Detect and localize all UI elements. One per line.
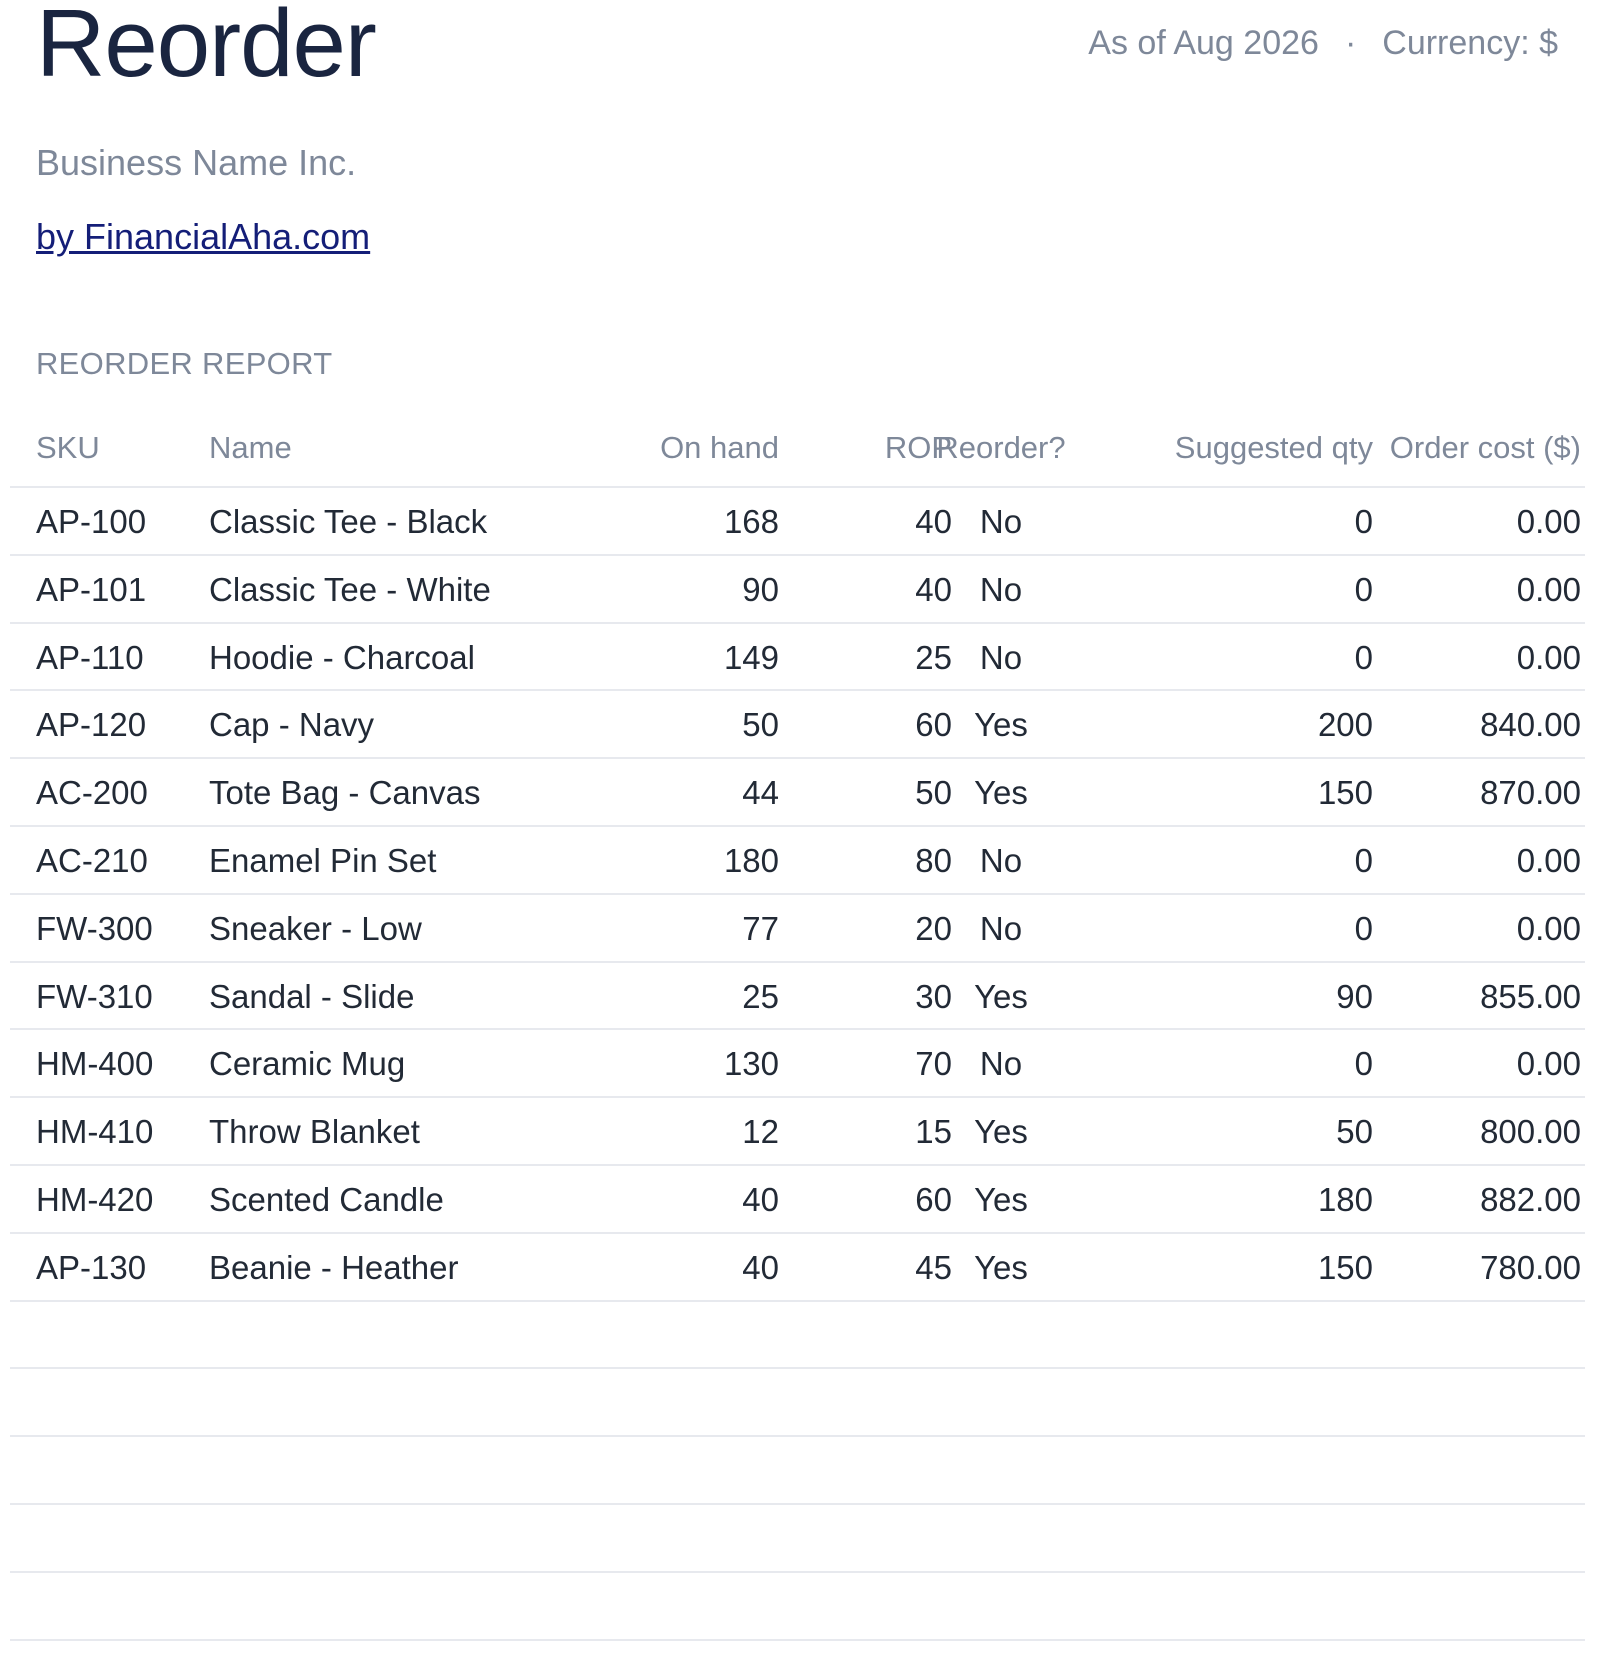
suggested-qty-cell: 180	[1317, 1180, 1373, 1218]
empty-table-row	[10, 1505, 1585, 1573]
rop-cell: 30	[915, 977, 952, 1015]
rop-cell: 60	[915, 706, 952, 744]
reorder-flag-cell: No	[979, 909, 1023, 947]
name-cell: Sandal - Slide	[209, 977, 415, 1015]
rop-cell: 20	[915, 909, 952, 947]
on-hand-cell: 149	[723, 638, 779, 676]
page-title: Reorder	[36, 0, 376, 97]
on-hand-cell: 180	[723, 841, 779, 879]
rop-cell: 60	[915, 1180, 952, 1218]
table-header-row	[10, 418, 1585, 488]
business-name: Business Name Inc.	[36, 142, 357, 183]
sku-cell: AC-210	[36, 841, 148, 879]
table-row	[10, 1234, 1585, 1302]
rop-cell: 15	[915, 1113, 952, 1151]
report-meta	[1088, 24, 1558, 63]
table-row	[10, 1098, 1585, 1166]
on-hand-cell: 77	[742, 909, 779, 947]
suggested-qty-cell: 0	[1354, 909, 1373, 947]
column-header-suggested-qty: Suggested qty	[1174, 430, 1373, 465]
on-hand-cell: 168	[723, 503, 779, 540]
suggested-qty-cell: 150	[1317, 1248, 1373, 1286]
reorder-flag-cell: Yes	[974, 1180, 1028, 1218]
on-hand-cell: 50	[742, 706, 779, 744]
suggested-qty-cell: 0	[1354, 841, 1373, 879]
table-row	[10, 1166, 1585, 1234]
order-cost-cell: 0.00	[1516, 1045, 1581, 1083]
column-header-rop: ROP	[884, 430, 952, 465]
table-row	[10, 624, 1585, 692]
table-row	[10, 827, 1585, 895]
order-cost-cell: 780.00	[1480, 1248, 1581, 1286]
sku-cell: HM-420	[36, 1180, 154, 1218]
rop-cell: 70	[915, 1045, 952, 1083]
reorder-table	[10, 418, 1585, 1641]
table-row	[10, 963, 1585, 1031]
name-cell: Tote Bag - Canvas	[209, 774, 481, 812]
sku-cell: AP-101	[36, 570, 147, 608]
byline-link[interactable]: by FinancialAha.com	[36, 216, 371, 257]
order-cost-cell: 0.00	[1516, 638, 1581, 676]
reorder-flag-cell: Yes	[974, 977, 1028, 1015]
as-of-date: As of Aug 2026	[1088, 24, 1319, 62]
suggested-qty-cell: 150	[1317, 774, 1373, 812]
sku-cell: AP-130	[36, 1248, 147, 1286]
name-cell: Beanie - Heather	[209, 1248, 459, 1286]
on-hand-cell: 12	[742, 1113, 779, 1151]
reorder-flag-cell: Yes	[974, 706, 1028, 744]
name-cell: Cap - Navy	[209, 706, 375, 744]
column-header-order-cost: Order cost ($)	[1389, 430, 1581, 465]
on-hand-cell: 130	[723, 1045, 779, 1083]
column-header-on-hand: On hand	[660, 430, 779, 465]
suggested-qty-cell: 0	[1354, 1045, 1373, 1083]
sku-cell: AP-100	[36, 503, 147, 540]
sku-cell: AP-120	[36, 706, 147, 744]
order-cost-cell: 0.00	[1516, 909, 1581, 947]
reorder-flag-cell: No	[979, 503, 1023, 540]
rop-cell: 25	[915, 638, 952, 676]
name-cell: Enamel Pin Set	[209, 841, 437, 879]
column-header-sku: SKU	[36, 430, 100, 465]
order-cost-cell: 800.00	[1480, 1113, 1581, 1151]
sku-cell: AC-200	[36, 774, 148, 812]
sku-cell: FW-310	[36, 977, 153, 1015]
column-header-reorder: Reorder?	[936, 430, 1066, 465]
name-cell: Hoodie - Charcoal	[209, 638, 475, 676]
name-cell: Classic Tee - White	[209, 570, 491, 608]
rop-cell: 40	[915, 570, 952, 608]
suggested-qty-cell: 200	[1317, 706, 1373, 744]
column-header-name: Name	[209, 430, 292, 465]
suggested-qty-cell: 50	[1336, 1113, 1373, 1151]
reorder-flag-cell: Yes	[974, 774, 1028, 812]
sku-cell: HM-410	[36, 1113, 154, 1151]
sku-cell: AP-110	[36, 638, 144, 676]
order-cost-cell: 0.00	[1516, 503, 1581, 540]
name-cell: Ceramic Mug	[209, 1045, 406, 1083]
reorder-flag-cell: Yes	[974, 1248, 1028, 1286]
rop-cell: 50	[915, 774, 952, 812]
reorder-flag-cell: No	[979, 841, 1023, 879]
name-cell: Classic Tee - Black	[209, 503, 488, 540]
on-hand-cell: 40	[742, 1180, 779, 1218]
table-row	[10, 759, 1585, 827]
order-cost-cell: 855.00	[1480, 977, 1581, 1015]
reorder-flag-cell: Yes	[974, 1113, 1028, 1151]
on-hand-cell: 44	[742, 774, 779, 812]
order-cost-cell: 882.00	[1480, 1180, 1581, 1218]
on-hand-cell: 25	[742, 977, 779, 1015]
order-cost-cell: 0.00	[1516, 841, 1581, 879]
order-cost-cell: 870.00	[1480, 774, 1581, 812]
suggested-qty-cell: 0	[1354, 638, 1373, 676]
empty-table-row	[10, 1437, 1585, 1505]
suggested-qty-cell: 90	[1336, 977, 1373, 1015]
sku-cell: FW-300	[36, 909, 153, 947]
table-row	[10, 691, 1585, 759]
order-cost-cell: 0.00	[1516, 570, 1581, 608]
reorder-flag-cell: No	[979, 570, 1023, 608]
table-empty-rows	[10, 1302, 1585, 1641]
empty-table-row	[10, 1369, 1585, 1437]
currency-label: Currency: $	[1382, 24, 1558, 62]
name-cell: Throw Blanket	[209, 1113, 420, 1151]
table-body	[10, 488, 1585, 1302]
name-cell: Scented Candle	[209, 1180, 444, 1218]
rop-cell: 40	[915, 503, 952, 540]
rop-cell: 80	[915, 841, 952, 879]
on-hand-cell: 40	[742, 1248, 779, 1286]
table-row	[10, 556, 1585, 624]
on-hand-cell: 90	[742, 570, 779, 608]
table-row	[10, 488, 1585, 556]
reorder-flag-cell: No	[979, 1045, 1023, 1083]
sku-cell: HM-400	[36, 1045, 154, 1083]
name-cell: Sneaker - Low	[209, 909, 422, 947]
empty-table-row	[10, 1573, 1585, 1641]
suggested-qty-cell: 0	[1354, 503, 1373, 540]
table-row	[10, 895, 1585, 963]
suggested-qty-cell: 0	[1354, 570, 1373, 608]
reorder-flag-cell: No	[979, 638, 1023, 676]
meta-separator: ·	[1344, 24, 1357, 62]
section-title: REORDER REPORT	[36, 346, 333, 381]
table-row	[10, 1030, 1585, 1098]
empty-table-row	[10, 1302, 1585, 1370]
rop-cell: 45	[915, 1248, 952, 1286]
order-cost-cell: 840.00	[1480, 706, 1581, 744]
